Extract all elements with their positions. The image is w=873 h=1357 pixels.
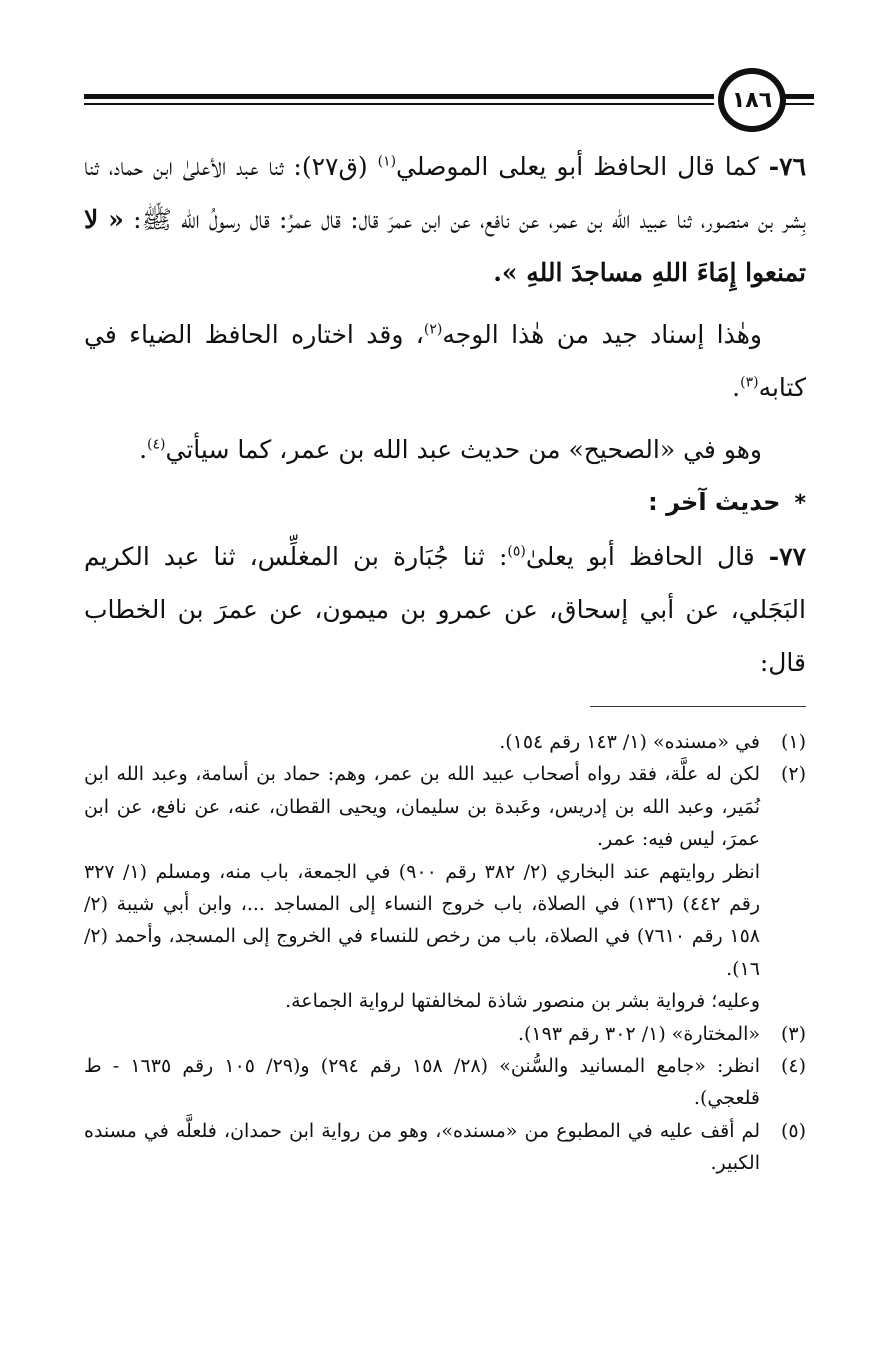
- page-number: ١٨٦: [718, 68, 786, 132]
- footnote: [84, 1018, 806, 1050]
- commentary: [84, 308, 806, 414]
- footnote-text: انظر: «جامع المسانيد والسُّنن» (٢٨/ ١٥٨ رقم ٢٩٤) و(٢٩/ ١٠٥ رقم ١٦٣٥ - ط قلعجي).: [84, 1055, 761, 1110]
- section-title: حديث آخر :: [648, 488, 781, 516]
- footnote-number: (١): [780, 731, 806, 753]
- hadith-quote: « لا تمنعوا إِمَاءَ اللهِ مساجدَ اللهِ ».: [84, 205, 806, 287]
- footnote-text: في «مسنده» (١/ ١٤٣ رقم ١٥٤).: [499, 731, 760, 753]
- header-rule-thick: [84, 94, 714, 99]
- page-header: [84, 68, 814, 138]
- footnote: [84, 1115, 806, 1180]
- hadith-text: (ق٢٧): ثنا عبد الأعلىٰ ابن حماد، ثنا بِشر بن منصور، ثنا عبيد الله بن عمر، عن نافع، عن ابن عمرَ قال: قال عمرُ: قال رسولُ الله ﷺ:: [84, 152, 806, 234]
- footnote-ref: (٢): [423, 321, 443, 338]
- header-rule-thin-right: [784, 103, 814, 105]
- footnote-text: لكن له علَّة، فقد رواه أصحاب عبيد الله بن عمر، وهم: حماد بن أسامة، وعبد الله ابن نُمَير، وعبد الله بن إدريس، وعَبدة بن سليمان، ويحيى القطان، عنه، عن نافع، عن ابن عمرَ، ليس فيه: عمر.: [84, 763, 760, 851]
- footnote-text: وعليه؛ فرواية بشر بن منصور شاذة لمخالفتها لرواية الجماعة.: [285, 990, 760, 1013]
- hadith-76: [84, 140, 806, 299]
- footnote-divider: [590, 706, 806, 707]
- footnote-text: انظر روايتهم عند البخاري (٢/ ٣٨٢ رقم ٩٠٠) في الجمعة، باب منه، ومسلم (١/ ٣٢٧ رقم ٤٤٢) (١٣٦) في الصلاة، باب خروج النساء إلى المساجد ...، وابن أبي شيبة (٢/ ١٥٨ رقم ٧٦١٠) في الصلاة، باب من رخص للنساء في الخروج إلى المسجد، وأحمد (٢/ ١٦).: [84, 860, 760, 980]
- footnote-number: (٤): [780, 1055, 806, 1078]
- footnote-ref: (١): [377, 153, 397, 170]
- header-rule-thin: [84, 103, 714, 105]
- commentary: [84, 423, 806, 476]
- asterisk-icon: *: [794, 491, 806, 516]
- footnote-text: لم أقف عليه في المطبوع من «مسنده»، وهو من رواية ابن حمدان، فلعلَّه في مسنده الكبير.: [84, 1119, 760, 1175]
- footnote-number: (٢): [780, 763, 806, 786]
- main-text: [84, 140, 806, 689]
- footnote-number: (٥): [780, 1119, 806, 1142]
- commentary-text: وهٰذا إسناد جيد من هٰذا الوجه: [442, 320, 762, 349]
- hadith-number: ٧٦-: [768, 152, 806, 181]
- hadith-text: : ثنا جُبَارة بن المغلِّس، ثنا عبد الكريم البَجَلي، عن أبي إسحاق، عن عمرو بن ميمون، عن عمرَ بن الخطاب قال:: [84, 542, 806, 677]
- hadith-77: [84, 530, 806, 689]
- commentary-punct: .: [139, 435, 148, 464]
- footnote-ref: (٥): [507, 543, 526, 560]
- footnote-number: (٣): [780, 1022, 806, 1045]
- footnotes: [84, 726, 806, 1180]
- commentary-text: وهو في «الصحيح» من حديث عبد الله بن عمر، كما سيأتي: [165, 435, 762, 464]
- header-rule-thick-right: [784, 94, 814, 99]
- commentary-text: ، وقد اختاره الحافظ الضياء في كتابه: [84, 320, 806, 402]
- commentary-punct: .: [732, 373, 741, 402]
- footnote-text: «المختارة» (١/ ٣٠٢ رقم ١٩٣).: [517, 1022, 760, 1045]
- footnote-ref: (٤): [147, 436, 166, 453]
- hadith-text: كما قال الحافظ أبو يعلى الموصلي: [396, 152, 759, 181]
- hadith-number: ٧٧-: [768, 542, 806, 571]
- footnote: [84, 726, 806, 758]
- footnote: [84, 1050, 806, 1115]
- footnote-ref: (٣): [740, 374, 759, 391]
- section-heading: [84, 476, 806, 530]
- footnote: [84, 758, 806, 1017]
- hadith-text: قال الحافظ أبو يعلىٰ: [525, 542, 755, 571]
